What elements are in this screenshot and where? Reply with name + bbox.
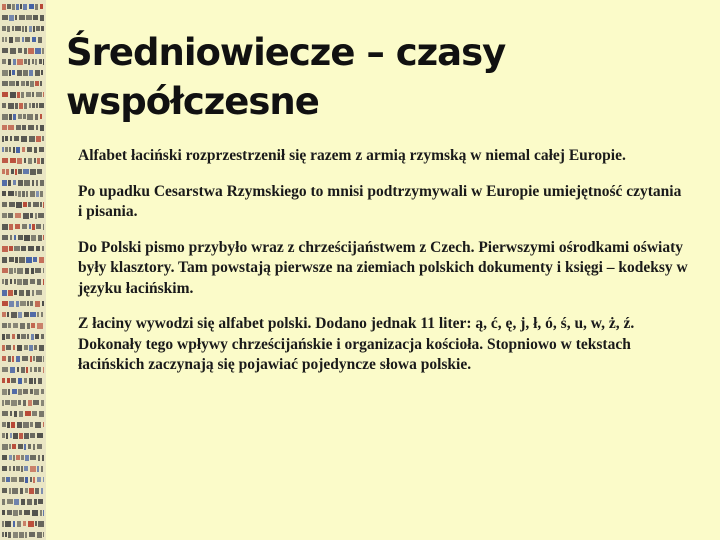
manuscript-decoration-svg — [0, 0, 46, 540]
manuscript-decoration-image — [0, 0, 46, 540]
paragraph-latin-alphabet: Alfabet łaciński rozprzestrzenił się razem z armią rzymską w niemal całej Europie. — [78, 147, 626, 164]
paragraph-monks: Po upadku Cesarstwa Rzymskiego to mnisi podtrzymywali w Europie umiejętność czytania i pisania. — [78, 182, 682, 220]
slide-body — [78, 146, 688, 391]
slide-title: Średniowiecze – czasy współczesne — [66, 31, 506, 123]
paragraph-polish-alphabet: Z łaciny wywodzi się alfabet polski. Dodano jednak 11 liter: ą, ć, ę, j, ł, ó, ś, u, w, ż, ź. Dokonały tego wpływy chrześcijańskie i organizacja kościoła. Stopniowo w tekstach łacińskich zaczynają się pojawiać pojedyncze słowa polskie. — [78, 315, 635, 373]
paragraph-christianity: Do Polski pismo przybyło wraz z chrześcijaństwem z Czech. Pierwszymi ośrodkami oświaty były klasztory. Tam powstają pierwsze na ziemiach polskich dokumenty i księgi – kodeksy w języku łacińskim. — [78, 238, 688, 297]
